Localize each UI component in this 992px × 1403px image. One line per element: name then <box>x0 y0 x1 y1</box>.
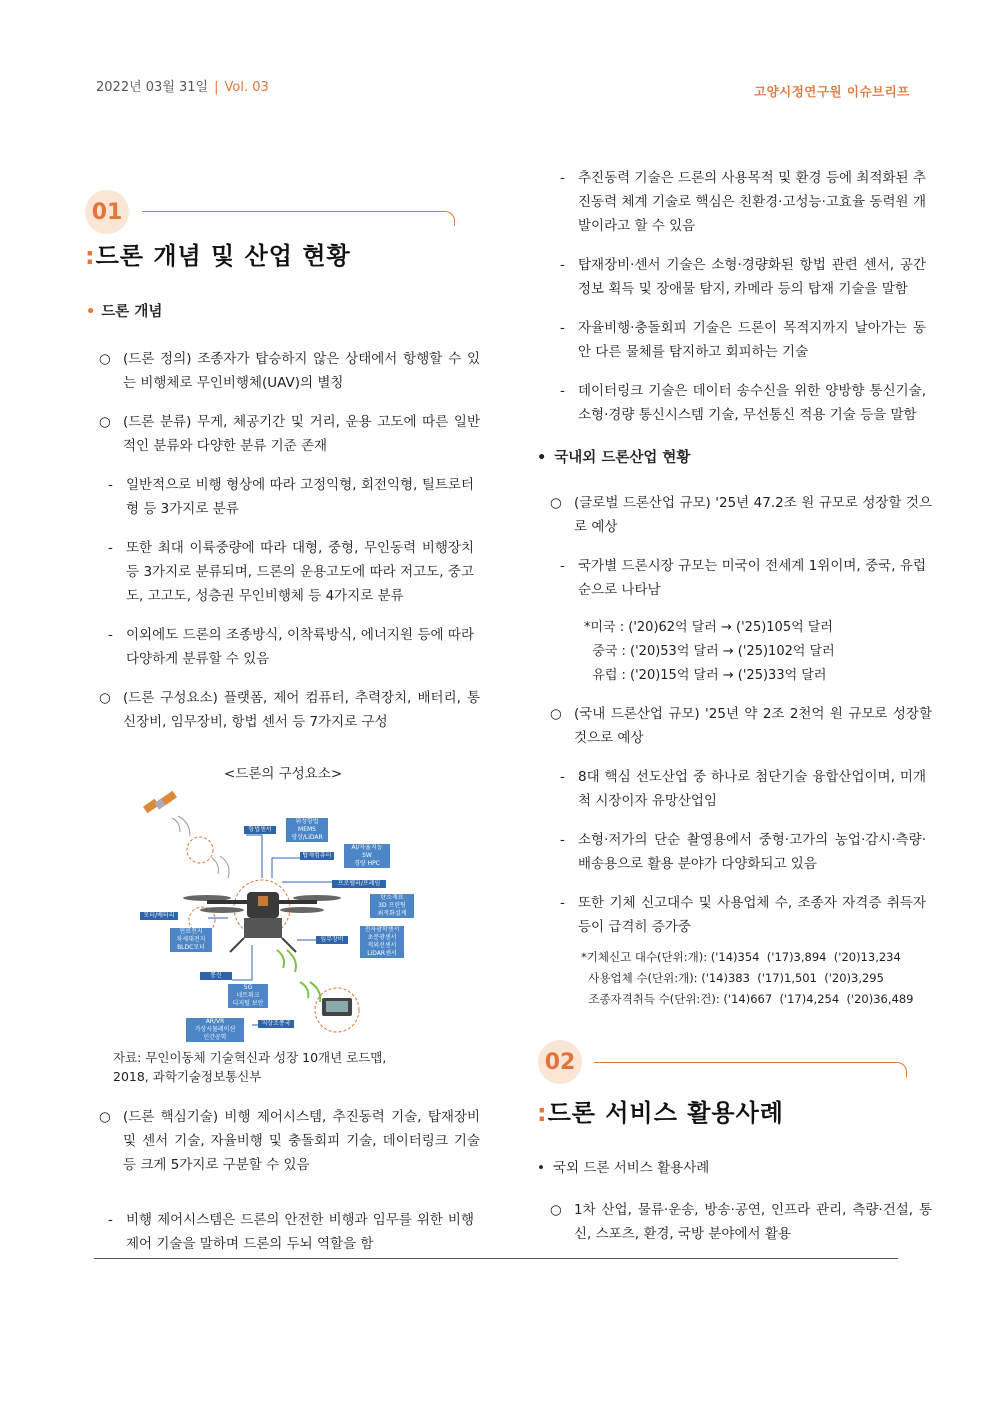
comm-item: 5G <box>228 984 268 992</box>
mission-item: 적외선센서 <box>360 942 404 950</box>
dash-item <box>560 379 926 427</box>
dash-item-text: 소형·저가의 단순 촬영용에서 중형·고가의 농업·감시·측량·배송용으로 활용 분야가 다양화되고 있음 <box>578 832 926 872</box>
paragraph-service-areas <box>550 1198 932 1246</box>
propeller-item: 3D 프린팅 <box>370 902 414 910</box>
dash-item <box>560 828 926 876</box>
dash-item-text: 자율비행·충돌회피 기술은 드론이 목적지까지 날아가는 동안 다른 물체를 탐지하고 회피하는 기술 <box>578 320 926 360</box>
dash-item <box>560 166 926 238</box>
stat-line: 조종자격취득 수(단위:건): ('14)667 ('17)4,254 ('20)36,489 <box>581 992 914 1006</box>
section-divider-line <box>594 1062 907 1077</box>
bullet-dot-icon: • <box>537 1160 545 1176</box>
motor-item: 연료전지 <box>170 928 212 936</box>
circle-bullet-icon: ○ <box>550 706 562 722</box>
nav-item: 영상/LiDAR <box>286 834 328 842</box>
bullet-dot-icon: • <box>86 304 96 320</box>
dash-bullet-icon: - <box>108 1212 113 1228</box>
dash-bullet-icon: - <box>108 540 113 556</box>
control-box: 지상조종국 <box>258 1020 294 1028</box>
control-item: 가상시뮬레이션 <box>186 1026 244 1034</box>
figure-source-line: 자료: 무인이동체 기술혁신과 성장 10개년 로드맵, <box>113 1050 387 1065</box>
subheading-text: 드론 개념 <box>101 304 163 320</box>
section-title-text: 드론 개념 및 산업 현황 <box>95 242 351 270</box>
section-title <box>85 236 351 271</box>
footer-rule <box>94 1258 898 1259</box>
dash-item-text: 데이터링크 기술은 데이터 송수신을 위한 양방향 통신기술, 소형·경량 통신시스템 기술, 무선통신 적용 기술 등을 말함 <box>578 383 926 423</box>
section-divider-line <box>142 211 455 226</box>
propeller-box: 프로펠러/프레임 <box>332 880 386 888</box>
dash-item-text: 비행 제어시스템은 드론의 안전한 비행과 임무를 위한 비행제어 기술을 말하며 드론의 두뇌 역할을 함 <box>126 1212 474 1252</box>
dash-item <box>560 554 926 602</box>
dash-bullet-icon: - <box>560 895 565 911</box>
stat-line: *기체신고 대수(단위:개): ('14)354 ('17)3,894 ('20)13,234 <box>581 950 901 964</box>
dash-item <box>560 253 926 301</box>
dash-item <box>108 1208 474 1256</box>
dash-bullet-icon: - <box>560 257 565 273</box>
paragraph-text: 1차 산업, 물류·운송, 방송·공연, 인프라 관리, 측량·건설, 통신, 스포츠, 환경, 국방 분야에서 활용 <box>574 1202 932 1242</box>
mission-item: LiDAR센서 <box>360 950 404 958</box>
bullet-dot-icon: • <box>537 450 547 466</box>
paragraph-text: (드론 핵심기술) 비행 제어시스템, 추진동력 기술, 탑재장비 및 센서 기술, 자율비행 및 충돌회피 기술, 데이터링크 기술 등 크게 5가지로 구분할 수 있음 <box>123 1109 480 1173</box>
paragraph-text: (국내 드론산업 규모) '25년 약 2조 2천억 원 규모로 성장할 것으로 예상 <box>574 706 932 746</box>
dash-bullet-icon: - <box>560 832 565 848</box>
dash-bullet-icon: - <box>560 170 565 186</box>
dash-item-text: 일반적으로 비행 형상에 따라 고정익형, 회전익형, 틸트로터형 등 3가지로 분류 <box>126 477 474 517</box>
dash-item-text: 이외에도 드론의 조종방식, 이착륙방식, 에너지원 등에 따라 다양하게 분류할 수 있음 <box>126 627 474 667</box>
market-note-line: 유럽 : ('20)15억 달러 → ('25)33억 달러 <box>584 668 827 683</box>
figure-source <box>113 1048 386 1086</box>
dash-item-text: 국가별 드론시장 규모는 미국이 전세계 1위이며, 중국, 유럽 순으로 나타남 <box>578 558 926 598</box>
comm-item: 디지털 보안 <box>228 1000 268 1008</box>
nav-item: 위성항법 <box>286 818 328 826</box>
satellite-icon <box>143 791 177 814</box>
circle-bullet-icon: ○ <box>550 495 562 511</box>
subheading-overseas-cases <box>537 1156 709 1176</box>
comm-box: 통신 <box>200 972 232 980</box>
title-colon: : <box>85 242 96 270</box>
paragraph-components <box>99 686 480 734</box>
motor-box: 모터/배터리 <box>140 912 178 920</box>
computer-item: SW <box>344 852 390 860</box>
computer-item: 경량 HPC <box>344 860 390 868</box>
paragraph-classification <box>99 410 480 458</box>
paragraph-domestic-market <box>550 702 932 750</box>
paragraph-text: (드론 구성요소) 플랫폼, 제어 컴퓨터, 추력장치, 배터리, 통신장비, 임무장비, 항법 센서 등 7가지로 구성 <box>123 690 480 730</box>
stat-line: 사용업체 수(단위:개): ('14)383 ('17)1,501 ('20)3,295 <box>581 971 884 985</box>
subheading-drone-concept <box>86 300 162 321</box>
dash-item-text: 8대 핵심 선도산업 중 하나로 첨단기술 융합산업이며, 미개척 시장이자 유망산업임 <box>578 769 926 809</box>
propeller-item: 탄소재료 <box>370 894 414 902</box>
figure-source-line: 2018, 과학기술정보통신부 <box>113 1069 262 1084</box>
circle-bullet-icon: ○ <box>550 1202 562 1218</box>
dash-item-text: 또한 최대 이륙중량에 따라 대형, 중형, 무인동력 비행장치 등 3가지로 분류되며, 드론의 운용고도에 따라 저고도, 중고도, 고고도, 성층권 무인비행체 등 4가지로 분류 <box>126 540 474 604</box>
issue-date: 2022년 03월 31일 <box>96 80 209 95</box>
market-size-note <box>584 616 835 688</box>
dash-item-text: 추진동력 기술은 드론의 사용목적 및 환경 등에 최적화된 추진동력 체계 기술로 핵심은 친환경·고성능·고효율 동력원 개발이라고 할 수 있음 <box>578 170 926 234</box>
section-number-badge: 02 <box>538 1040 582 1084</box>
section-title-text: 드론 서비스 활용사례 <box>547 1099 784 1127</box>
circle-bullet-icon: ○ <box>99 351 111 367</box>
motor-item: BLDC모터 <box>170 944 212 952</box>
section-title <box>537 1093 784 1128</box>
dash-item <box>560 765 926 813</box>
dash-bullet-icon: - <box>108 477 113 493</box>
motor-item: 차세대전지 <box>170 936 212 944</box>
dash-item <box>560 891 926 939</box>
control-item: 인간공학 <box>186 1034 244 1042</box>
section-number-badge: 01 <box>85 190 129 234</box>
paragraph-text: (드론 분류) 무게, 체공기간 및 거리, 운용 고도에 따른 일반적인 분류와 다양한 분류 기준 존재 <box>123 414 480 454</box>
market-note-line: 중국 : ('20)53억 달러 → ('25)102억 달러 <box>584 644 835 659</box>
publisher-brand: 고양시정연구원 이슈브리프 <box>754 84 910 99</box>
paragraph-core-tech <box>99 1105 480 1177</box>
subheading-drone-industry <box>537 446 690 467</box>
issue-volume: Vol. 03 <box>224 80 269 95</box>
control-item: AR/VR <box>186 1018 244 1026</box>
paragraph-text: (글로벌 드론산업 규모) '25년 47.2조 원 규모로 성장할 것으로 예상 <box>574 495 932 535</box>
propeller-item: 최적화설계 <box>370 910 414 918</box>
mission-box: 임무장비 <box>316 936 348 944</box>
drone-components-diagram <box>132 790 422 1045</box>
circle-bullet-icon: ○ <box>99 1109 111 1125</box>
mission-item: 초분광센서 <box>360 934 404 942</box>
header-separator: | <box>214 80 219 95</box>
subheading-text: 국내외 드론산업 현황 <box>554 450 691 466</box>
figure-caption: <드론의 구성요소> <box>224 766 343 782</box>
nav-item: MEMS <box>286 826 328 834</box>
dash-bullet-icon: - <box>560 769 565 785</box>
circle-bullet-icon: ○ <box>99 690 111 706</box>
circle-bullet-icon: ○ <box>99 414 111 430</box>
market-note-line: *미국 : ('20)62억 달러 → ('25)105억 달러 <box>584 620 833 635</box>
nav-sensor-box: 항법센서 <box>244 826 276 834</box>
paragraph-text: (드론 정의) 조종자가 탑승하지 않은 상태에서 항행할 수 있는 비행체로 무인비행체(UAV)의 별칭 <box>123 351 480 391</box>
computer-item: AI/자율지능 <box>344 844 390 852</box>
subheading-text: 국외 드론 서비스 활용사례 <box>552 1160 710 1176</box>
paragraph-definition <box>99 347 480 395</box>
issue-header <box>96 76 269 95</box>
dash-item-text: 탑재장비·센서 기술은 소형·경량화된 항법 관련 센서, 공간정보 획득 및 장애물 탐지, 카메라 등의 탑재 기술을 말함 <box>578 257 926 297</box>
mission-item: 전자광학센서 <box>360 926 404 934</box>
dash-bullet-icon: - <box>560 383 565 399</box>
dash-item <box>108 473 474 521</box>
dash-item <box>108 536 474 608</box>
dash-item <box>108 623 474 671</box>
dash-bullet-icon: - <box>560 320 565 336</box>
computer-box: 탑재컴퓨터 <box>300 852 334 860</box>
comm-item: 네트워크 <box>228 992 268 1000</box>
dash-bullet-icon: - <box>560 558 565 574</box>
dash-item <box>560 316 926 364</box>
title-colon: : <box>537 1099 548 1127</box>
statistics-note <box>581 947 913 1010</box>
paragraph-global-market <box>550 491 932 539</box>
dash-item-text: 또한 기체 신고대수 및 사용업체 수, 조종자 자격증 취득자 등이 급격히 증가중 <box>578 895 926 935</box>
dash-bullet-icon: - <box>108 627 113 643</box>
